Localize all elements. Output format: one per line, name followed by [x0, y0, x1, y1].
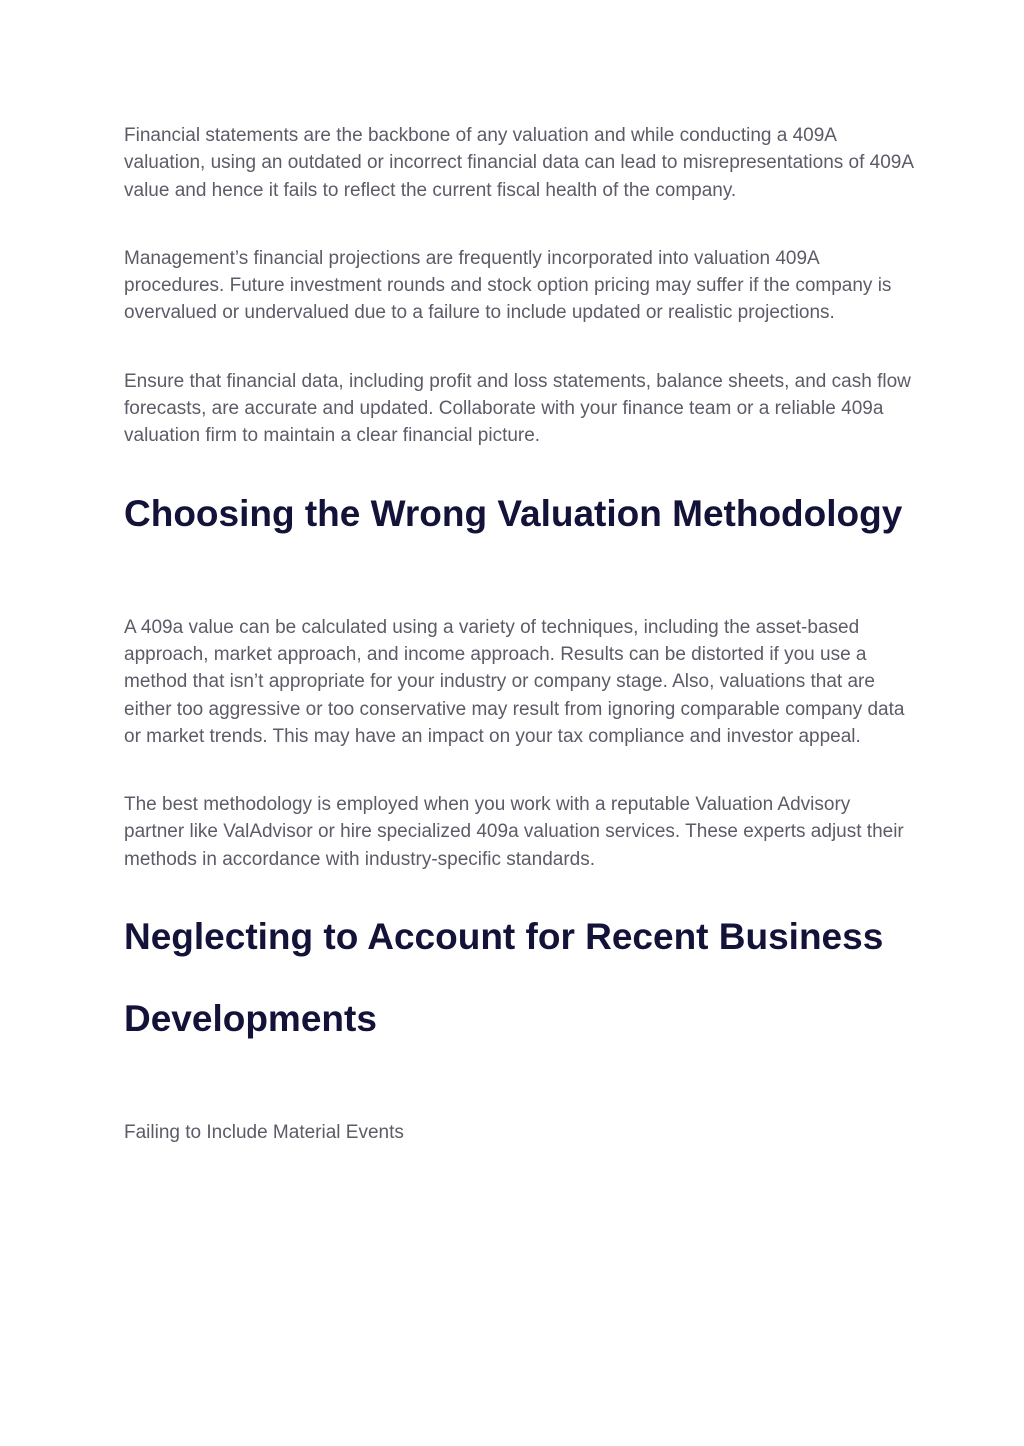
paragraph-management-projections: Management’s financial projections are frequently incorporated into valuation 409A procedures. Future investment rounds and stock option pricing may suffer if the company is overvalued or undervalued due to a failure to include updated or realistic projections. — [124, 247, 892, 324]
paragraph-financial-statements: Financial statements are the backbone of any valuation and while conducting a 409A valuation, using an outdated or incorrect financial data can lead to misrepresentations of 409A value and hence it fails to reflect the current fiscal health of the company. — [124, 125, 914, 201]
section-heading-wrong-methodology: Choosing the Wrong Valuation Methodology — [124, 492, 903, 534]
paragraph-material-events: Failing to Include Material Events — [124, 1122, 404, 1144]
section-heading-recent-developments: Neglecting to Account for Recent Business Developments — [124, 916, 884, 1040]
paragraph-best-methodology: The best methodology is employed when you work with a reputable Valuation Advisory partner like ValAdvisor or hire specialized 409a valuation services. These experts adjust their methods in accordance with industry-specific standards. — [124, 794, 904, 870]
paragraph-ensure-financial-data: Ensure that financial data, including profit and loss statements, balance sheets, and cash flow forecasts, are accurate and updated. Collaborate with your finance team or a reliable 409a valuation firm to maintain a clear financial picture. — [124, 370, 911, 447]
article-body — [124, 122, 914, 1146]
paragraph-valuation-techniques: A 409a value can be calculated using a variety of techniques, including the asset-based approach, market approach, and income approach. Results can be distorted if you use a method that isn’t appropriate for your industry or company stage. Also, valuations that are either too aggressive or too conservative may result from ignoring comparable company data or market trends. This may have an impact on your tax compliance and investor appeal. — [124, 616, 905, 747]
